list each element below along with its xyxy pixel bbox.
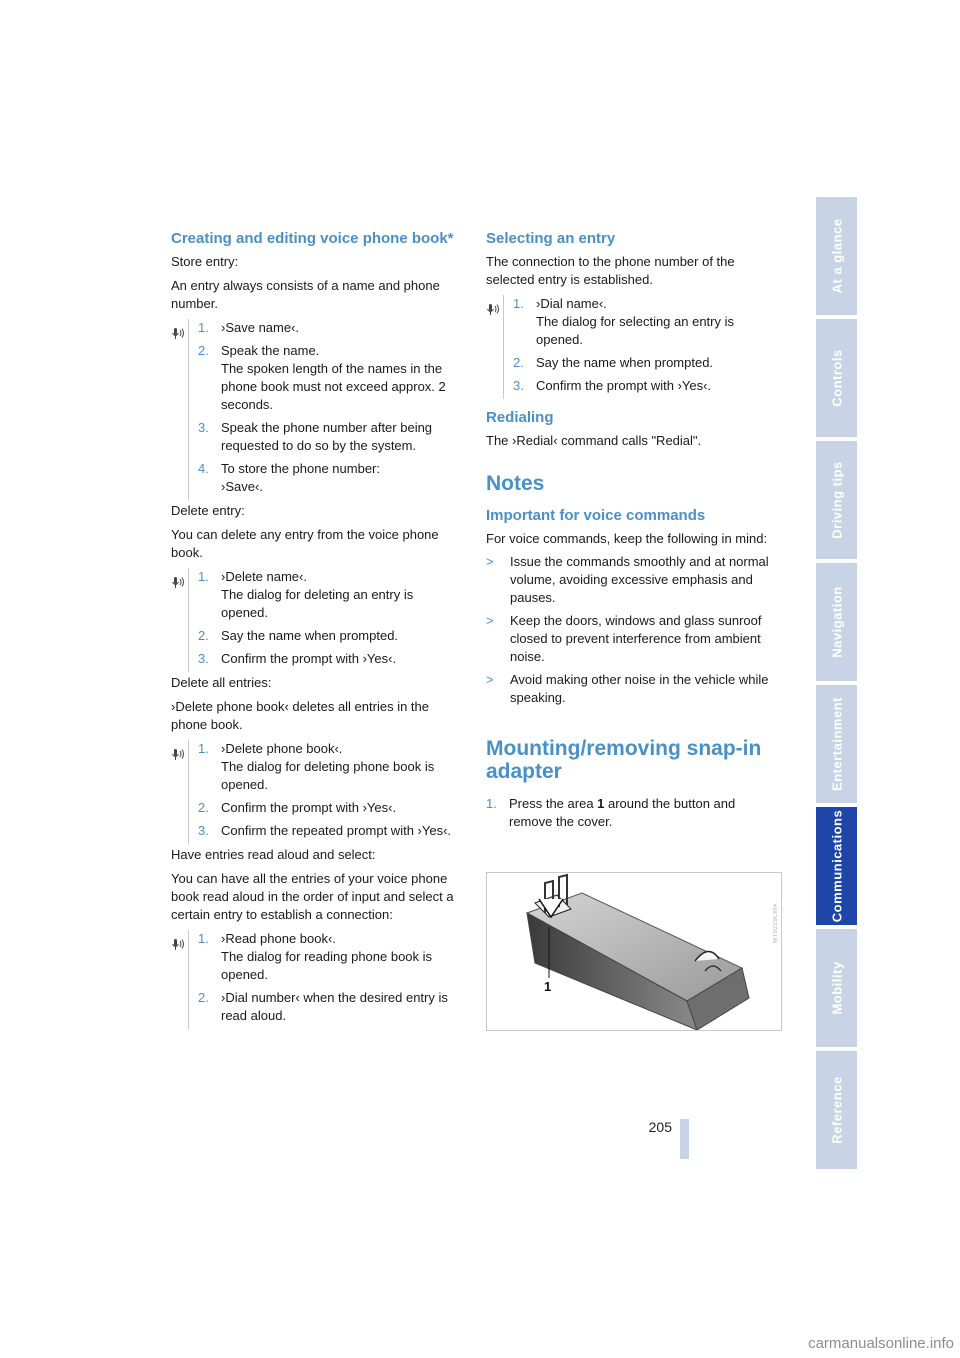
- step-item: 1. ›Read phone book‹. The dialog for reading phone book is opened.: [198, 931, 433, 982]
- mount-step: 1. Press the area 1 around the button and remove the cover.: [486, 796, 736, 829]
- heading-creating-voice-phone-book: Creating and editing voice phone book*: [171, 230, 454, 247]
- select-steps: [486, 295, 782, 395]
- step-item: 3. Confirm the prompt with ›Yes‹.: [513, 378, 712, 393]
- step-item: 3. Speak the phone number after being requested to do so by the system.: [198, 420, 433, 453]
- heading-important-voice-commands: Important for voice commands: [486, 507, 706, 524]
- voice-command-icon: [171, 747, 185, 761]
- heading-selecting-entry: Selecting an entry: [486, 230, 616, 247]
- read-aloud-label: Have entries read aloud and select:: [171, 847, 376, 862]
- step-item: 2. Confirm the prompt with ›Yes‹.: [198, 800, 397, 815]
- watermark: carmanualsonline.info: [808, 1335, 954, 1352]
- heading-notes: Notes: [486, 472, 545, 495]
- step-item: 2. Say the name when prompted.: [513, 355, 714, 370]
- tab-mobility[interactable]: Mobility: [816, 929, 857, 1047]
- page-number-bar: [680, 1119, 689, 1159]
- chapter-tabs: [816, 197, 857, 1173]
- delete-all-intro: ›Delete phone book‹ deletes all entries in the phone book.: [171, 699, 429, 732]
- figure-code: MT0229CMA: [773, 903, 779, 943]
- delete-entry-label: Delete entry:: [171, 503, 245, 518]
- read-steps: [171, 930, 463, 1025]
- figure-callout: 1: [544, 979, 552, 994]
- store-entry-intro: An entry always consists of a name and phone number.: [171, 278, 440, 311]
- bullet-item: > Keep the doors, windows and glass sunroof closed to prevent interference from ambient noise.: [486, 613, 762, 664]
- tab-communications[interactable]: Communications: [816, 807, 857, 925]
- page-number: 205: [648, 1119, 672, 1135]
- bullet-item: > Avoid making other noise in the vehicle while speaking.: [486, 672, 769, 705]
- tab-reference[interactable]: Reference: [816, 1051, 857, 1169]
- step-item: 2. ›Dial number‹ when the desired entry is read aloud.: [198, 990, 448, 1023]
- tab-entertainment[interactable]: Entertainment: [816, 685, 857, 803]
- tab-at-a-glance[interactable]: At a glance: [816, 197, 857, 315]
- store-entry-label: Store entry:: [171, 254, 239, 269]
- snap-in-adapter-illustration: [486, 872, 782, 1031]
- delete-steps: [171, 568, 463, 668]
- step-item: 1. ›Delete name‹. The dialog for deleting an entry is opened.: [198, 569, 414, 620]
- read-aloud-intro: You can have all the entries of your voice phone book read aloud in the order of input and select a certain entry to establish a connection:: [171, 871, 454, 922]
- step-divider: [188, 319, 189, 500]
- delete-entry-intro: You can delete any entry from the voice phone book.: [171, 527, 439, 560]
- tab-controls[interactable]: Controls: [816, 319, 857, 437]
- right-column: [486, 230, 782, 836]
- heading-mounting-adapter: Mounting/removing snap-in adapter: [486, 737, 762, 783]
- voice-command-icon: [171, 937, 185, 951]
- step-divider: [188, 740, 189, 844]
- voice-command-icon: [171, 575, 185, 589]
- select-intro: The connection to the phone number of the selected entry is established.: [486, 254, 735, 287]
- redial-text: The ›Redial‹ command calls "Redial".: [486, 433, 702, 448]
- tab-driving-tips[interactable]: Driving tips: [816, 441, 857, 559]
- step-item: 3. Confirm the prompt with ›Yes‹.: [198, 651, 397, 666]
- delete-all-steps: [171, 740, 463, 840]
- voice-command-icon: [171, 326, 185, 340]
- step-item: 2. Say the name when prompted.: [198, 628, 399, 643]
- step-item: 4. To store the phone number: ›Save‹.: [198, 461, 380, 494]
- step-item: 1. ›Dial name‹. The dialog for selecting an entry is opened.: [513, 296, 734, 347]
- heading-redialing: Redialing: [486, 409, 554, 426]
- bullet-item: > Issue the commands smoothly and at normal volume, avoiding excessive emphasis and pauses.: [486, 554, 769, 605]
- adapter-drawing: [487, 873, 781, 1030]
- step-item: 2. Speak the name. The spoken length of the names in the phone book must not exceed approx. 2 seconds.: [198, 343, 446, 412]
- step-divider: [503, 295, 504, 399]
- left-column: [171, 230, 463, 1031]
- delete-all-label: Delete all entries:: [171, 675, 272, 690]
- step-divider: [188, 930, 189, 1029]
- important-intro: For voice commands, keep the following in mind:: [486, 531, 768, 546]
- step-divider: [188, 568, 189, 672]
- step-item: 1. ›Save name‹.: [198, 320, 300, 335]
- voice-command-icon: [486, 302, 500, 316]
- store-steps: [171, 319, 463, 496]
- tab-navigation[interactable]: Navigation: [816, 563, 857, 681]
- step-item: 1. ›Delete phone book‹. The dialog for deleting phone book is opened.: [198, 741, 435, 792]
- step-item: 3. Confirm the repeated prompt with ›Yes‹.: [198, 823, 452, 838]
